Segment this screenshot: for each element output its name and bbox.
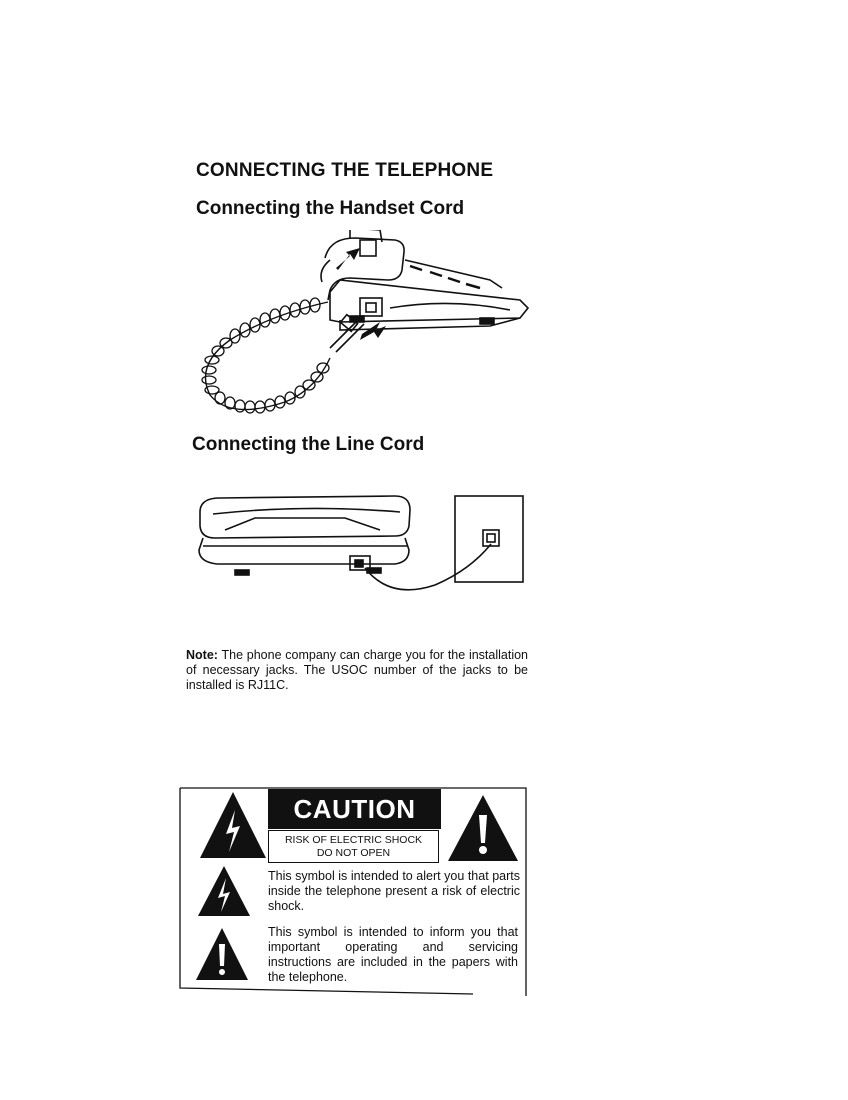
caution-banner: CAUTION [268,789,441,829]
lightning-warning-icon [198,790,268,860]
handset-cord-illustration [190,230,530,420]
exclamation-warning-icon [446,793,520,863]
line-cord-heading: Connecting the Line Cord [192,434,425,455]
risk-line-2: DO NOT OPEN [316,847,391,859]
lightning-symbol-icon [196,864,252,918]
line-cord-illustration [195,490,535,600]
note-paragraph [186,648,528,693]
note-text: The phone company can charge you for the installation of necessary jacks. The USOC number of the jacks to be installed is RJ11C. [186,648,529,692]
exclamation-symbol-icon [194,926,250,982]
shock-symbol-text: This symbol is intended to alert you that parts inside the telephone present a risk of electric shock. [268,869,520,913]
info-symbol-text: This symbol is intended to inform you that important operating and servicing instructions are included in the papers with the telephone. [268,925,518,984]
handset-cord-heading: Connecting the Handset Cord [196,198,465,219]
risk-line-1: RISK OF ELECTRIC SHOCK [284,834,423,846]
risk-notice [268,830,439,863]
note-label: Note: [186,648,218,662]
section-title: CONNECTING THE TELEPHONE [196,160,494,181]
